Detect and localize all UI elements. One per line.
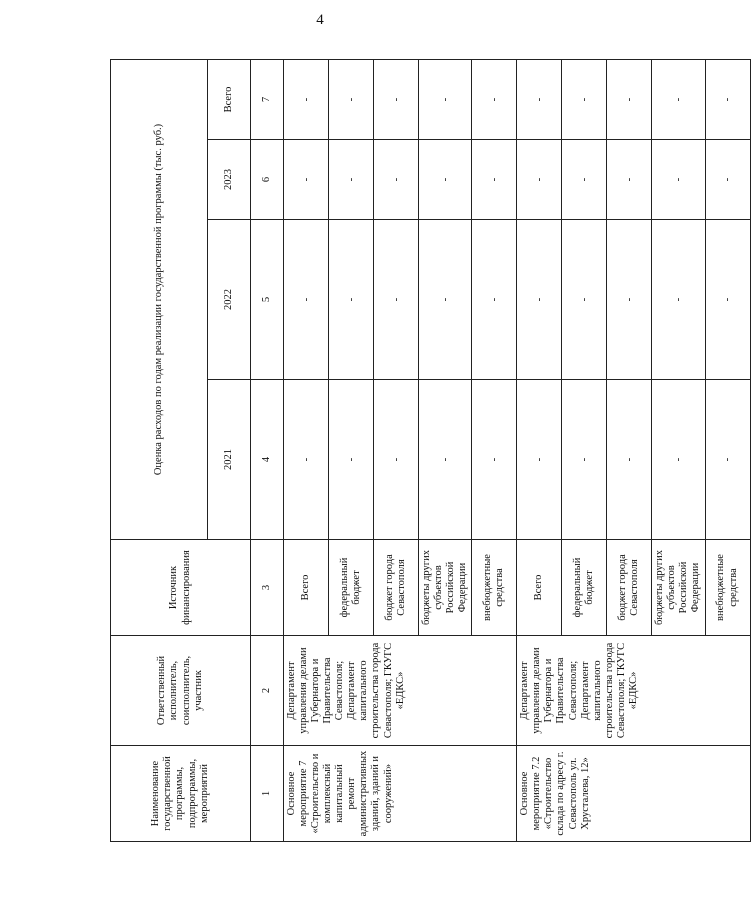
value-cell: -	[562, 59, 607, 139]
header-name: Наименование государственной программы, подпрограммы, мероприятий	[111, 746, 251, 842]
column-number: 6	[251, 140, 284, 220]
value-cell: -	[705, 220, 750, 380]
measure-name: Основное мероприятие 7.2 «Строительство склада по адресу г. Севастополь ул. Хрусталева, 12»	[517, 746, 750, 842]
header-year: 2022	[208, 220, 251, 380]
value-cell: -	[705, 59, 750, 139]
page-number: 4	[316, 12, 324, 28]
value-cell: -	[329, 220, 374, 380]
value-cell: -	[419, 59, 472, 139]
column-number: 7	[251, 59, 284, 139]
column-number: 4	[251, 380, 284, 540]
value-cell: -	[419, 220, 472, 380]
value-cell: -	[562, 140, 607, 220]
value-cell: -	[607, 140, 652, 220]
funding-source: бюджет города Севастополя	[374, 540, 419, 636]
table-row	[517, 59, 562, 841]
value-cell: -	[472, 59, 517, 139]
column-number: 3	[251, 540, 284, 636]
value-cell: -	[517, 220, 562, 380]
value-cell: -	[374, 59, 419, 139]
value-cell: -	[607, 220, 652, 380]
value-cell: -	[562, 380, 607, 540]
value-cell: -	[517, 380, 562, 540]
value-cell: -	[705, 140, 750, 220]
header-year: 2021	[208, 380, 251, 540]
value-cell: -	[652, 140, 705, 220]
table-row	[284, 59, 329, 841]
responsible-party: Департамент управления делами Губернатора и Правительства Севастополя; Департамент капитального строительства города Севастополя; ГКУГС «ЕДКС»	[284, 636, 517, 746]
header-source: Источник финансирования	[111, 540, 251, 636]
header-total: Всего	[208, 59, 251, 139]
value-cell: -	[652, 220, 705, 380]
header-responsible: Ответственный исполнитель, соисполнитель, участник	[111, 636, 251, 746]
value-cell: -	[652, 380, 705, 540]
value-cell: -	[607, 59, 652, 139]
value-cell: -	[472, 220, 517, 380]
funding-source: бюджеты других субъектов Российской Федерации	[652, 540, 705, 636]
header-year: 2023	[208, 140, 251, 220]
value-cell: -	[329, 59, 374, 139]
value-cell: -	[705, 380, 750, 540]
rotated-table-container	[110, 60, 739, 842]
value-cell: -	[284, 140, 329, 220]
header-row	[111, 59, 208, 841]
value-cell: -	[374, 220, 419, 380]
funding-source: Всего	[517, 540, 562, 636]
value-cell: -	[472, 380, 517, 540]
responsible-party: Департамент управления делами Губернатора и Правительства Севастополя; Департамент капитального строительства города Севастополя; ГКУГС «ЕДКС»	[517, 636, 750, 746]
funding-source: федеральный бюджет	[329, 540, 374, 636]
value-cell: -	[472, 140, 517, 220]
measure-name: Основное мероприятие 7 «Строительство и комплексный капитальный ремонт административных зданий, зданий и сооружений»	[284, 746, 517, 842]
value-cell: -	[562, 220, 607, 380]
value-cell: -	[284, 220, 329, 380]
value-cell: -	[652, 59, 705, 139]
value-cell: -	[374, 140, 419, 220]
funding-source: бюджет города Севастополя	[607, 540, 652, 636]
funding-source: федеральный бюджет	[562, 540, 607, 636]
value-cell: -	[329, 140, 374, 220]
header-estimate: Оценка расходов по годам реализации государственной программы (тыс. руб.)	[111, 59, 208, 539]
funding-source: Всего	[284, 540, 329, 636]
funding-source: бюджеты других субъектов Российской Федерации	[419, 540, 472, 636]
value-cell: -	[517, 59, 562, 139]
column-number: 5	[251, 220, 284, 380]
column-number: 2	[251, 636, 284, 746]
value-cell: -	[419, 140, 472, 220]
value-cell: -	[374, 380, 419, 540]
funding-source: внебюджетные средства	[705, 540, 750, 636]
value-cell: -	[284, 380, 329, 540]
value-cell: -	[284, 59, 329, 139]
value-cell: -	[517, 140, 562, 220]
budget-table	[110, 59, 751, 842]
value-cell: -	[419, 380, 472, 540]
column-number: 1	[251, 746, 284, 842]
value-cell: -	[607, 380, 652, 540]
column-number-row	[251, 59, 284, 841]
funding-source: внебюджетные средства	[472, 540, 517, 636]
value-cell: -	[329, 380, 374, 540]
